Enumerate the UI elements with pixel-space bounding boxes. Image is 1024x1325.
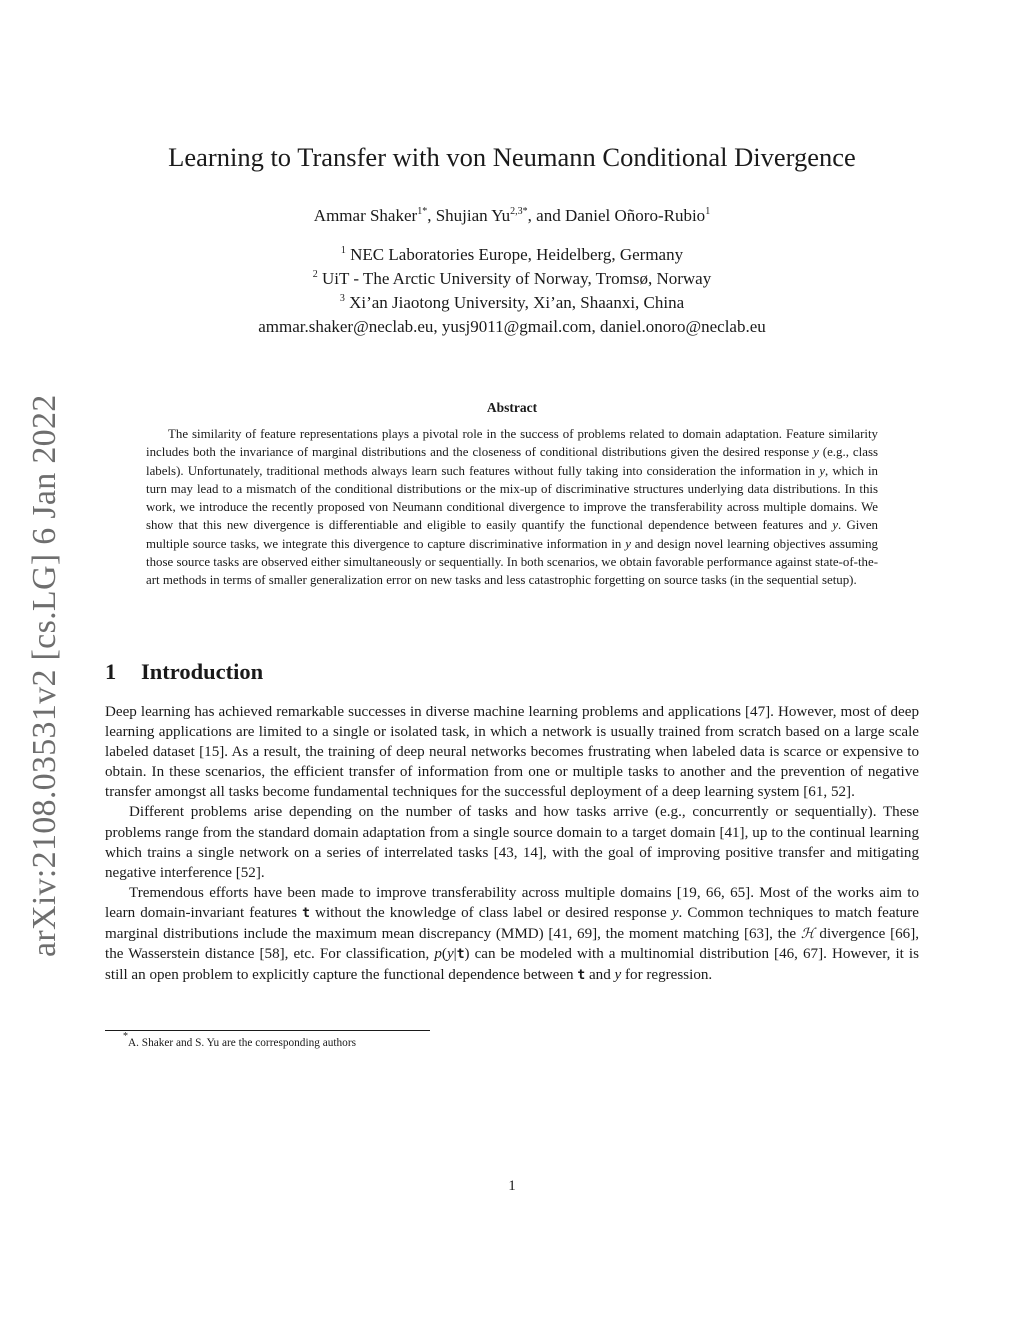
affiliations — [0, 243, 1024, 339]
math-bold-variable: t — [302, 905, 310, 921]
math-variable: y — [819, 463, 825, 478]
footnote-divider — [105, 1030, 430, 1031]
text-run: divergence [66], the Wasserstein distance [58], etc. For classification, — [105, 926, 919, 963]
paragraph: Deep learning has achieved remarkable successes in diverse machine learning problems and applications [47]. However, most of deep learning applications are limited to a single or isolated task, in which a network is usually trained from scratch based on a large scale labeled dataset [15]. As a result, the training of deep neural networks becomes frustrating when labeled data is scarce or expensive to obtain. In these scenarios, the efficient transfer of information from one or multiple tasks to another and the prevention of negative transfer amongst all tasks become fundamental techniques for the successful deployment of a deep learning system [61, 52]. — [105, 704, 919, 801]
math-variable: y — [446, 946, 454, 963]
math-symbol: | — [453, 946, 457, 963]
math-expression — [434, 946, 469, 962]
section-number: 1 — [105, 659, 117, 684]
text-run: Tremendous efforts have been made to improve transferability across multiple domains [19, 66, 65]. Most of the works aim to learn domain-invariant features — [105, 884, 919, 921]
text-run: and — [585, 967, 615, 984]
author-separator: , — [427, 206, 436, 225]
math-variable: y — [671, 904, 679, 921]
footnote-text: A. Shaker and S. Yu are the corresponding authors — [128, 1037, 356, 1049]
abstract-text-run: (e.g., class labels). Unfortunately, traditional methods always learn such features without fully taking into consideration the information in — [146, 445, 878, 478]
author-affiliation-mark: 2,3* — [510, 206, 528, 217]
footnote — [123, 1031, 356, 1051]
affiliation-mark: 3 — [339, 293, 345, 304]
author-name: Ammar Shaker — [313, 206, 418, 225]
affiliation-text: Xi’an Jiaotong University, Xi’an, Shaanxi, China — [349, 293, 685, 312]
paragraph — [105, 883, 919, 986]
affiliation-mark: 2 — [312, 269, 318, 280]
math-variable: y — [813, 445, 819, 460]
abstract-text-run: The similarity of feature representations plays a pivotal role in the success of problems related to domain adaptation. Feature similarity includes both the invariance of marginal distributions and the closeness of conditional distributions given the desired response — [146, 427, 878, 460]
abstract-text-run: , which in turn may lead to a mismatch of the conditional distributions or the mix-up of discriminative structures underlying data distributions. In this work, we introduce the recently proposed von Neumann conditional divergence to improve the transferability across multiple domains. We show that this new divergence is differentiable and eligible to easily quantify the functional dependence between features and — [146, 463, 878, 533]
text-run: for regression. — [621, 967, 713, 984]
footnote-mark: * — [123, 1031, 128, 1042]
paper-title: Learning to Transfer with von Neumann Conditional Divergence — [168, 142, 856, 172]
introduction-body — [105, 702, 919, 986]
abstract-text — [146, 425, 878, 590]
affiliation-text: NEC Laboratories Europe, Heidelberg, Germany — [350, 245, 684, 264]
author-affiliation-mark: 1 — [705, 206, 711, 217]
math-variable: y — [625, 536, 631, 551]
paragraph: Different problems arise depending on the number of tasks and how tasks arrive (e.g., concurrently or sequentially). These problems range from the standard domain adaptation from a single source domain to a target domain [41], up to the continual learning which trains a single network on a series of interrelated tasks [43, 14], with the goal of improving positive transfer and mitigating negative interference [52]. — [105, 804, 919, 881]
arxiv-identifier: arXiv:2108.03531v2 [cs.LG] 6 Jan 2022 — [26, 394, 63, 957]
math-variable: y — [832, 518, 839, 533]
author-affiliation-mark: 1* — [417, 206, 428, 217]
math-symbol: ) — [464, 946, 470, 963]
affiliation-text: UiT - The Arctic University of Norway, Tromsø, Norway — [322, 269, 712, 288]
author-emails: ammar.shaker@neclab.eu, yusj9011@gmail.com, daniel.onoro@neclab.eu — [258, 317, 766, 336]
author-name: Daniel Oñoro-Rubio — [564, 206, 706, 225]
abstract-text-run: and design novel learning objectives assuming those source tasks are observed either simultaneously or sequentially. In both scenarios, we obtain favorable performance against state-of-the-art methods in terms of smaller generalization error on new tasks and less catastrophic forgetting on source tasks (in the sequential setup). — [146, 536, 878, 588]
author-list — [0, 204, 1024, 228]
page-number: 1 — [508, 1178, 516, 1194]
author-separator: , and — [527, 206, 565, 225]
abstract-text-run: . Given multiple source tasks, we integrate this divergence to capture discriminative information in — [146, 518, 878, 551]
math-bold-variable: t — [577, 968, 586, 984]
affiliation-mark: 1 — [340, 245, 346, 256]
math-calligraphic-h: ℋ — [800, 926, 815, 943]
math-bold-variable: t — [456, 947, 465, 963]
text-run: without the knowledge of class label or desired response — [309, 904, 672, 921]
text-run: . Common techniques to match feature marginal distributions include the maximum mean discrepancy (MMD) [41, 69], the moment matching [63], the — [105, 904, 919, 943]
text-run: can be modeled with a multinomial distribution [46, 67]. However, it is still an open problem to explicitly capture the functional dependence between — [105, 946, 919, 984]
author-name: Shujian Yu — [435, 206, 511, 225]
affiliation-line — [0, 243, 1024, 267]
math-symbol: ( — [441, 946, 447, 963]
section-title: Introduction — [141, 659, 264, 684]
section-heading — [105, 656, 263, 688]
math-variable: p — [434, 946, 442, 963]
math-variable: y — [614, 967, 622, 984]
affiliation-line — [0, 291, 1024, 315]
abstract-heading: Abstract — [486, 400, 538, 415]
affiliation-line — [0, 267, 1024, 291]
